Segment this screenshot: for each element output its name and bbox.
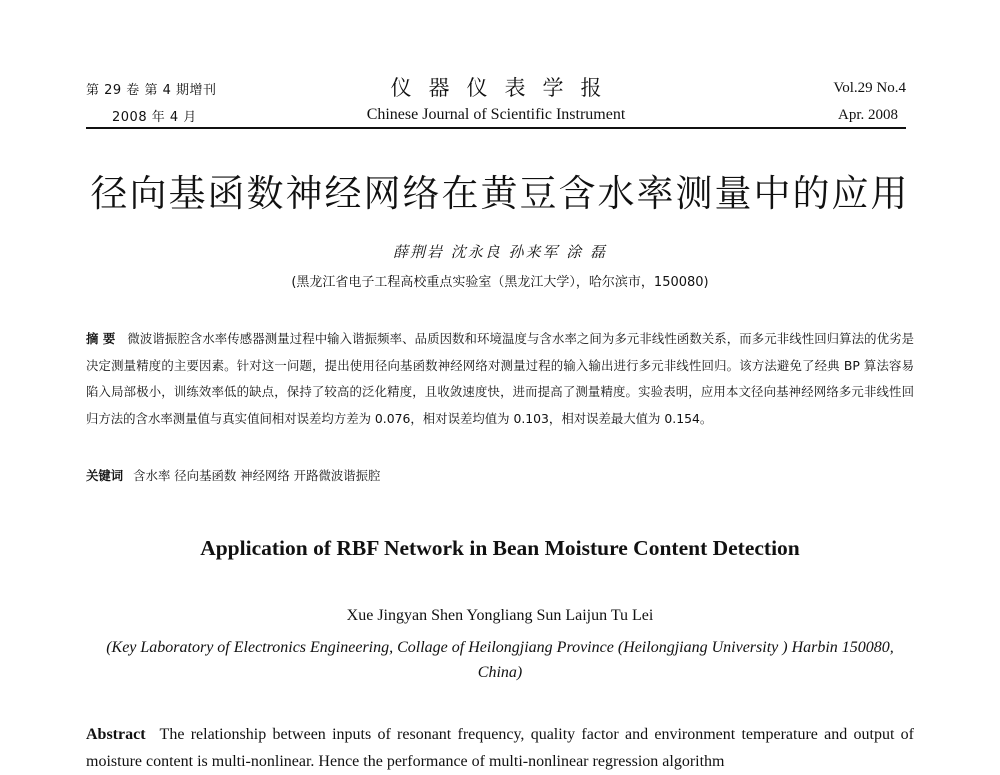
keywords-cn-text: 含水率 径向基函数 神经网络 开路微波谐振腔 xyxy=(133,468,381,483)
keywords-cn-label: 关键词 xyxy=(86,468,124,483)
date-en: Apr. 2008 xyxy=(838,107,898,123)
affiliation-cn: (黑龙江省电子工程高校重点实验室（黑龙江大学），哈尔滨市，150080) xyxy=(291,275,709,290)
authors-cn: 薛荆岩 沈永良 孙来军 涂 磊 xyxy=(392,243,608,261)
date-cn: 2008 年 4 月 xyxy=(112,110,197,125)
paper-title-cn: 径向基函数神经网络在黄豆含水率测量中的应用 xyxy=(90,172,910,215)
journal-name-cn: 仪器仪表学报 xyxy=(390,76,619,100)
abstract-en xyxy=(86,721,914,775)
authors-en: Xue Jingyan Shen Yongliang Sun Laijun Tu Lei xyxy=(346,607,654,624)
keywords-cn xyxy=(86,466,914,484)
abstract-cn-label: 摘 要 xyxy=(86,331,116,346)
journal-header xyxy=(86,70,906,130)
journal-name-en: Chinese Journal of Scientific Instrument xyxy=(366,106,626,123)
volume-info-en: Vol.29 No.4 xyxy=(833,80,906,96)
issue-info-cn: 第 29 卷 第 4 期增刊 xyxy=(86,83,217,98)
abstract-cn-text: 微波谐振腔含水率传感器测量过程中输入谐振频率、品质因数和环境温度与含水率之间为多元非线性函数关系，而多元非线性回归算法的优劣是决定测量精度的主要因素。针对这一问题，提出使用径向基函数神经网络对测量过程的输入输出进行多元非线性回归。该方法避免了经典 BP 算法容易陷入局部极小，训练效率低的缺点，保持了较高的泛化精度，且收敛速度快，进而提高了测量精度。实验表明，应用本文径向基神经网络多元非线性回归方法的含水率测量值与真实值间相对误差均方差为 0.076，相对误差均值为 0.103，相对误差最大值为 0.154。 xyxy=(86,331,914,426)
abstract-cn xyxy=(86,326,914,432)
abstract-en-label: Abstract xyxy=(86,726,146,743)
paper-title-en: Application of RBF Network in Bean Moisture Content Detection xyxy=(200,536,800,560)
abstract-en-text: The relationship between inputs of resonant frequency, quality factor and environment temperature and output of moisture content is multi-nonlinear. Hence the performance of multi-nonlinear regression algorithm xyxy=(86,726,914,770)
affiliation-en: (Key Laboratory of Electronics Engineering, Collage of Heilongjiang Province (Heilongjiang University ) Harbin 150080, China) xyxy=(106,639,894,681)
header-rule xyxy=(86,127,906,129)
